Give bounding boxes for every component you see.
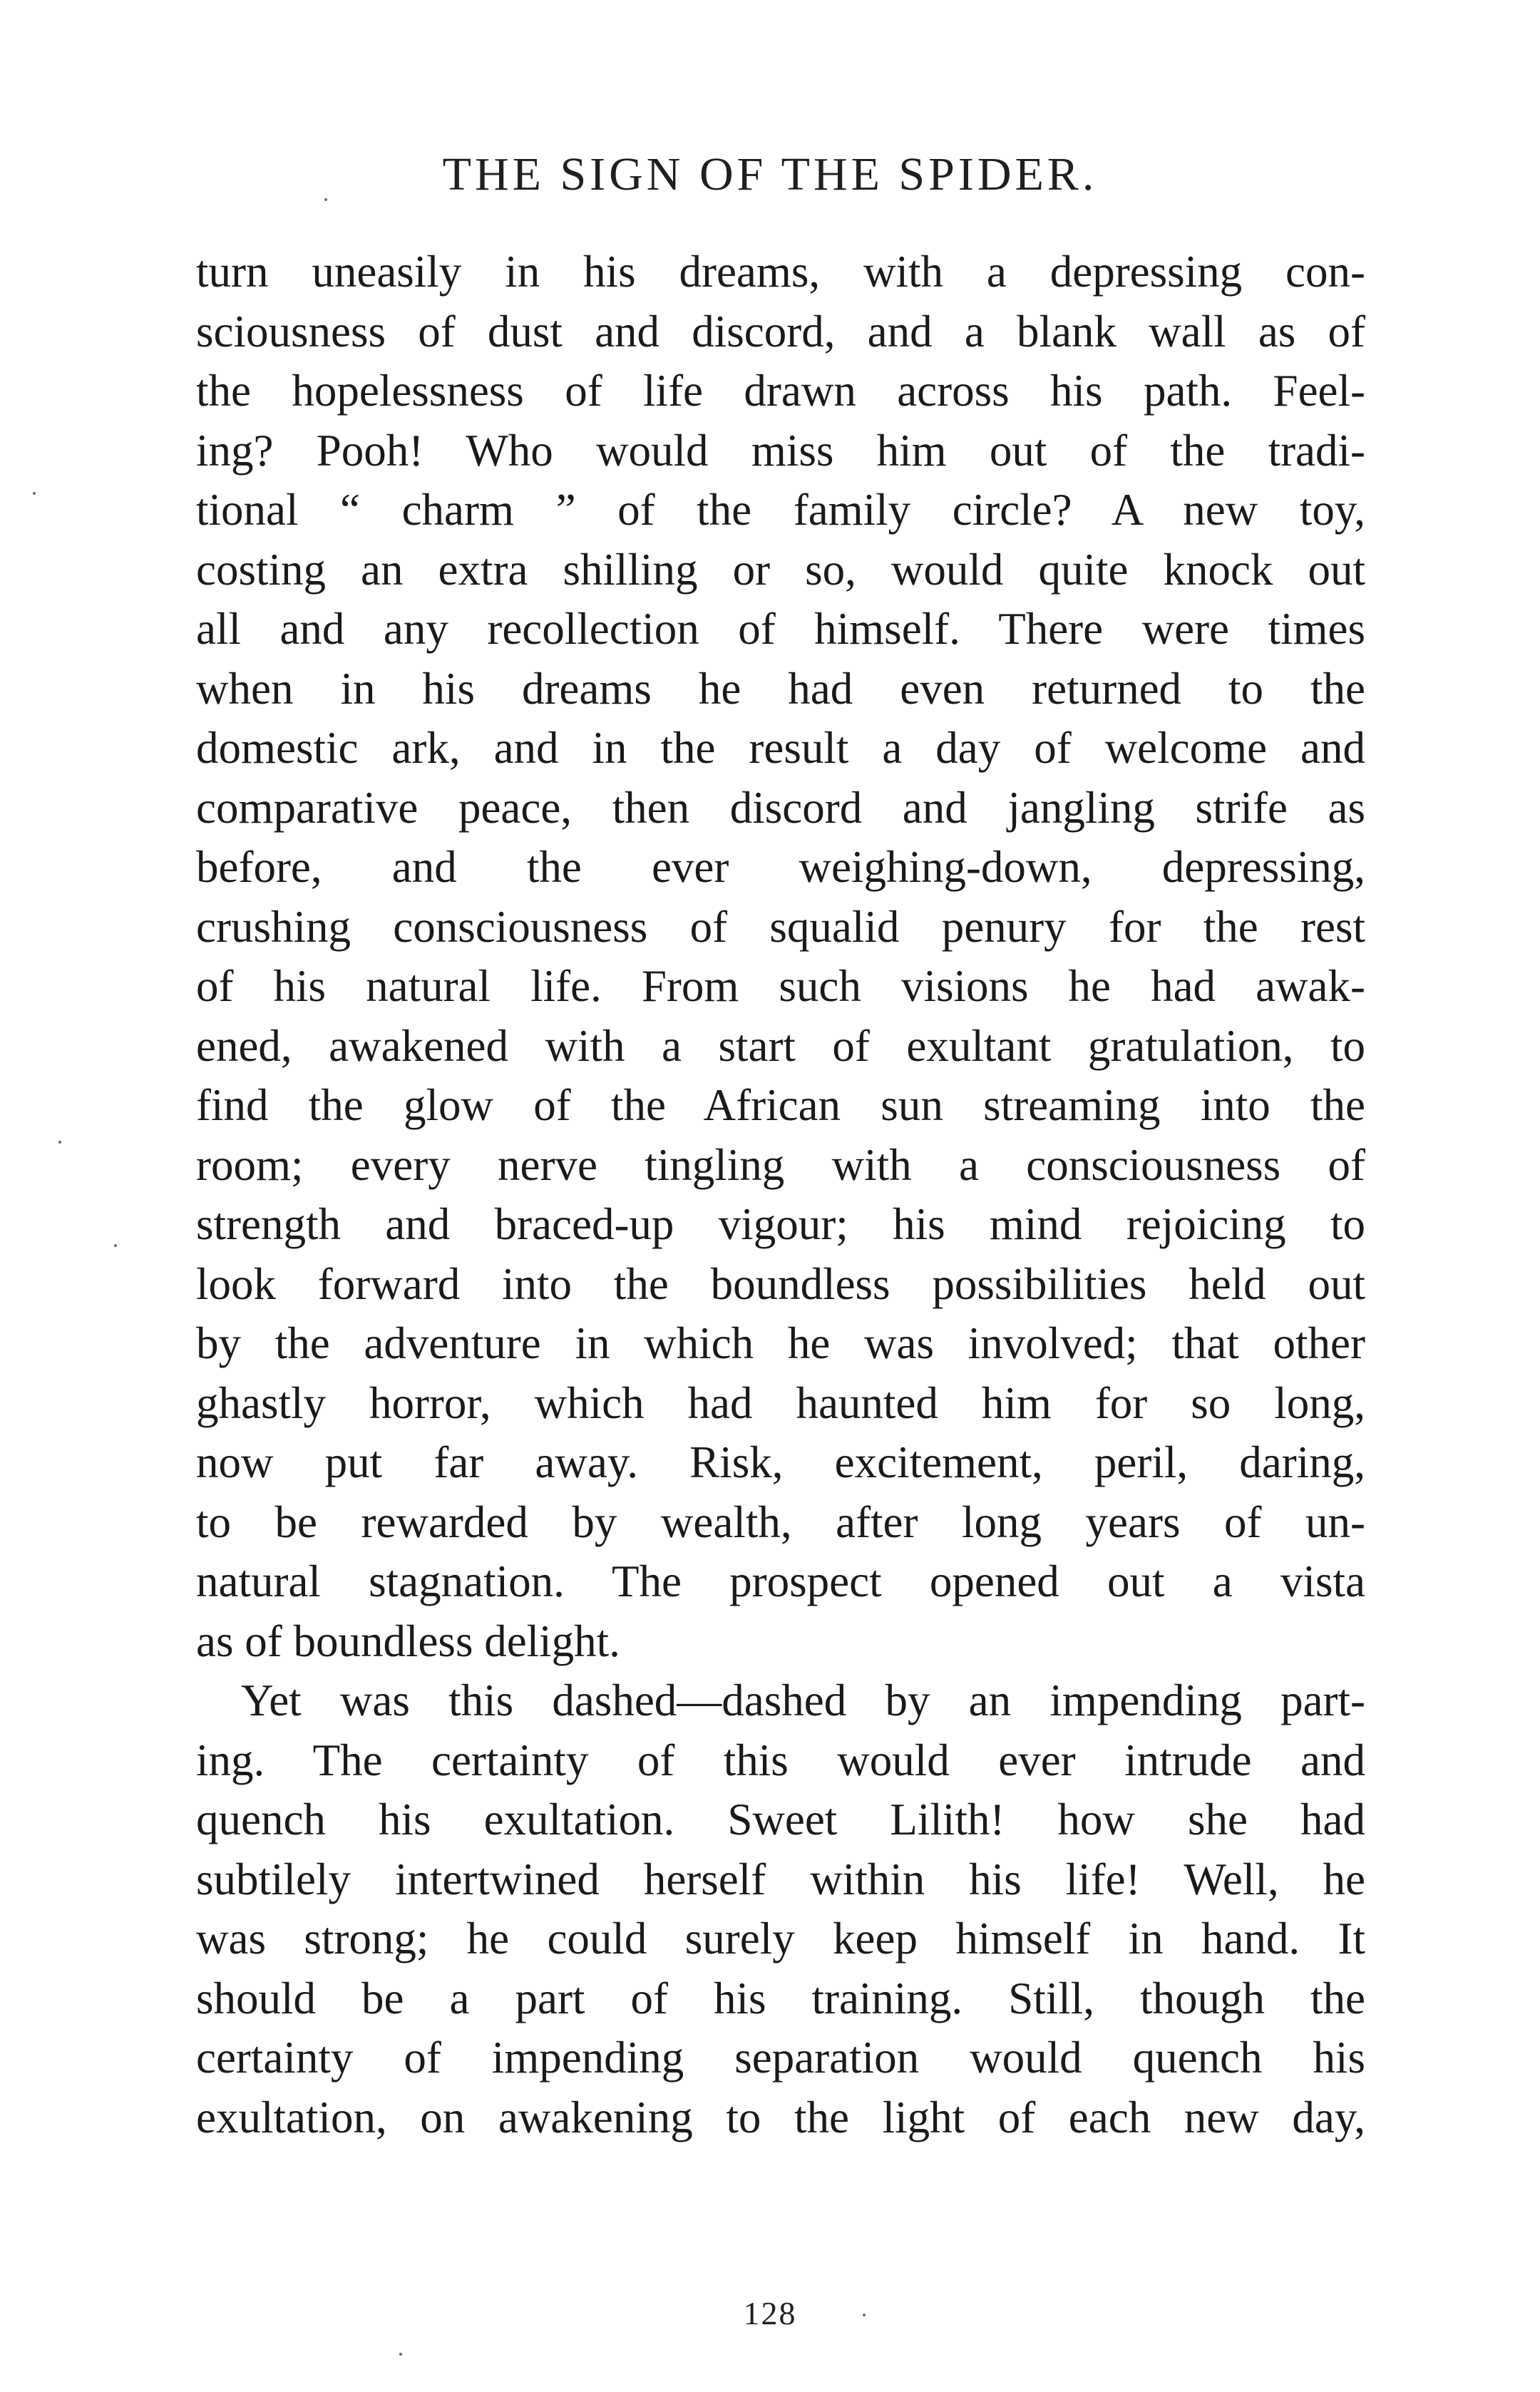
text-line: by the adventure in which he was involved; that other (196, 1318, 1365, 1368)
text-line: subtilely intertwined herself within his life! Well, he (196, 1854, 1365, 1904)
text-line: crushing consciousness of squalid penury for the rest (196, 901, 1365, 952)
scan-speck (863, 2314, 866, 2316)
text-line: exultation, on awakening to the light of each new day, (196, 2092, 1365, 2142)
scan-speck (114, 1244, 117, 1247)
text-line: when in his dreams he had even returned to the (196, 663, 1365, 714)
text-line: ghastly horror, which had haunted him for so long, (196, 1377, 1365, 1428)
text-line: turn uneasily in his dreams, with a depressing con- (196, 247, 1365, 297)
scan-speck (33, 492, 36, 495)
text-line: of his natural life. From such visions he had awak- (196, 961, 1365, 1011)
text-line: ing. The certainty of this would ever intrude and (196, 1735, 1365, 1785)
paragraph (196, 242, 1365, 1671)
running-title: THE SIGN OF THE SPIDER. (442, 148, 1098, 200)
text-line: find the glow of the African sun streaming into the (196, 1080, 1365, 1130)
text-line: should be a part of his training. Still, though the (196, 1973, 1365, 2023)
text-line: comparative peace, then discord and jangling strife as (196, 782, 1365, 833)
page-number: 128 (743, 2295, 797, 2331)
text-line: sciousness of dust and discord, and a blank wall as of (196, 306, 1365, 356)
text-line: natural stagnation. The prospect opened out a vista (196, 1556, 1365, 1606)
scan-speck (58, 1141, 61, 1144)
text-line: Yet was this dashed—dashed by an impending part- (241, 1675, 1365, 1725)
text-line: was strong; he could surely keep himself in hand. It (196, 1914, 1365, 1964)
text-line: domestic ark, and in the result a day of welcome and (196, 723, 1365, 773)
paragraph (196, 1671, 1365, 2147)
scan-speck (324, 198, 327, 201)
text-line: ing? Pooh! Who would miss him out of the tradi- (196, 425, 1365, 476)
text-line: tional “ charm ” of the family circle? A new toy, (196, 485, 1365, 535)
text-line: to be rewarded by wealth, after long years of un- (196, 1497, 1365, 1547)
text-line: quench his exultation. Sweet Lilith! how she had (196, 1795, 1365, 1844)
text-line: ened, awakened with a start of exultant gratulation, to (196, 1020, 1365, 1071)
text-line: now put far away. Risk, excitement, peril, daring, (196, 1437, 1365, 1487)
text-line: look forward into the boundless possibilities held out (196, 1258, 1365, 1309)
text-line: as of boundless delight. (196, 1616, 620, 1666)
text-line: all and any recollection of himself. There were times (196, 604, 1365, 654)
text-line: before, and the ever weighing-down, depressing, (196, 842, 1365, 892)
body-text (196, 242, 1365, 2147)
paragraph-container (196, 242, 1365, 2147)
text-line: certainty of impending separation would quench his (196, 2033, 1365, 2083)
text-line: costing an extra shilling or so, would quite knock out (196, 544, 1365, 595)
text-line: strength and braced-up vigour; his mind rejoicing to (196, 1199, 1365, 1249)
scan-speck (399, 2353, 402, 2356)
text-line: the hopelessness of life drawn across his path. Feel- (196, 366, 1365, 416)
text-line: room; every nerve tingling with a consciousness of (196, 1139, 1365, 1190)
